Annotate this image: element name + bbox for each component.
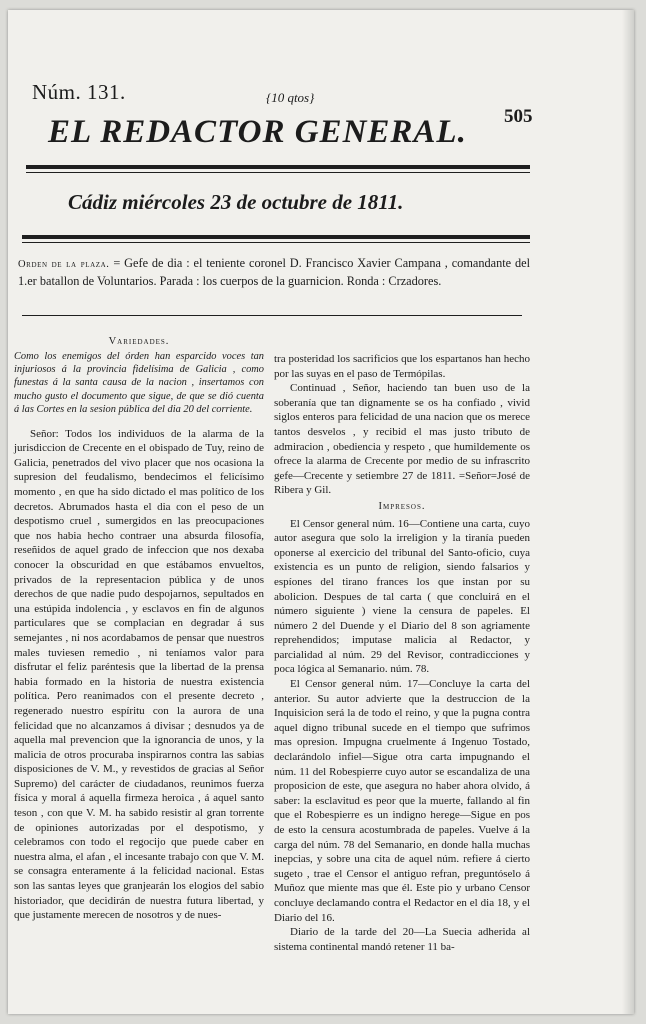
orden-label: Orden de la plaza.: [18, 259, 110, 270]
issue-price: {10 qtos}: [266, 90, 315, 105]
impresos-censor-16: El Censor general núm. 16—Contiene una carta, cuyo autor asegura que solo la irreligion y la tiranía pueden oponerse al exercicio del tribunal del Santo-oficio, cuya existencia es un punto de religion, siendo falsarios y espíones del tirano frances los que instan por su abolicion. Despues de tal carta ( que concluirá en el número siguiente ) viene la censura de papeles. El número 2 del Duende y el Diario del 8 son agriamente reprehendidos; imputase malicia al Redactor, y parcialidad al núm. 29 del Revisor, contradicciones y poca lógica al Semanario. núm. 78.: [274, 517, 530, 676]
masthead-rule-thick: [26, 165, 530, 169]
variedades-heading: Variedades.: [108, 336, 170, 347]
impresos-heading: Impresos.: [378, 500, 426, 512]
dateline-rule-thin: [22, 242, 530, 243]
issue-number: Núm. 131.: [32, 80, 126, 104]
right-column: [274, 352, 530, 954]
masthead-title: EL REDACTOR GENERAL.: [48, 114, 467, 150]
dateline-rule-thick: [22, 235, 530, 239]
variedades-body: Señor: Todos los individuos de la alarma de la jurisdiccion de Crecente en el obispado de Tuy, reino de Galicia, penetrados del vivo placer que nos ocasiona la supresion del feudalismo, bendecimos el felicísimo momento , en que ha sido dictado el mas político de los decretos. Abrumados hasta el dia con el peso de un despotismo cruel , sumergidos en las preocupaciones que nos habia hecho contraer una absurda filosofía, reseñidos de aquel grado de infeccion que nos dexaba conocer la obscuridad en que estábamos envueltos, privados de la representacion pública y de unos derechos de que nadie pudo despojarnos, sepultados en una estúpida indolencia , y esclavos en fin de algunos particulares que se complacian en degradar á sus semejantes , ni nos acordabamos de pensar que nuestros males tuviesen remedio , ni teníamos valor para disfrutar el feliz paréntesis que la libertad de la prensa habia formado en la historia de nuestra existencia política. Pero reanimados con el presente decreto , regenerado nuestro espíritu con la aurora de una felicidad que no alcanzamos á divisar ; desnudos ya de aquella mal prevencion que la ignorancia de unos, y la malicia de otros procuraba inspirarnos contra las sabias disposiciones de V. M., y revestidos de gracias al Señor Supremo) del carácter de ciudadanos, reunimos fuerza física y moral á aquella firmeza heroica , á aquel santo teson , con que V. M. ha sabido resistir al gran torrente de opiniones autorizadas por el despotismo, y celebramos con todo el regocijo que puede caber en nuestra alma, el afan , el incesante trabajo con que V. M. se consagra enteramente á la felicidad nacional. Estas son las santas leyes que granjearán los elogios del sabio historiador, que decidirán de nuestra futura libertad, y que justamente merecen de nosotros y de nues-: [14, 427, 264, 922]
impresos-diario: Diario de la tarde del 20—La Suecia adherida al sistema continental mandó retener 11 ba-: [274, 926, 530, 953]
variedades-closing: Continuad , Señor, haciendo tan buen uso de la soberanía que tan dignamente se os ha confiado , vivid siglos enteros para felicidad de una nacion que os merece tantos desvelos , y recibid el mas justo tributo de admiracion , obediencia y respeto , que humildemente os ofrece la alarma de Crecente por medio de su infrascrito gefe—Crecente y setiembre 27 de 1811. =Señor=José de Ribera y Gil.: [274, 382, 530, 497]
masthead-rule-thin: [26, 172, 530, 173]
page-edge: [622, 10, 634, 1014]
dateline: Cádiz miércoles 23 de octubre de 1811.: [68, 190, 404, 214]
variedades-continuation: tra posteridad los sacrificios que los espartanos han hecho por las suyas en el paso de Termópilas.: [274, 353, 530, 380]
orden-text: = Gefe de dia : el teniente coronel D. Francisco Xavier Campana , comandante del 1.er batallon de Voluntarios. Parada : los cuerpos de la guarnicion. Ronda : Crzadores.: [18, 256, 531, 288]
newspaper-page: [8, 10, 634, 1014]
section-divider: [22, 315, 522, 316]
left-column: [14, 335, 264, 923]
variedades-intro: Como los enemigos del órden han esparcido voces tan injuriosos á la provincia fidelísima de Galicia , como funestas á la santa causa de la nacion , insertamos con mucho gusto el documento que sigue, de que se dió cuenta á las Cortes en la sesion pública del dia 20 del corriente.: [14, 350, 264, 416]
orden-de-la-plaza: [18, 255, 530, 289]
page-number: 505: [504, 106, 533, 127]
impresos-censor-17: El Censor general núm. 17—Concluye la carta del anterior. Su autor advierte que la destruccion de la Inquisicion será la de todo el reino, y que la pugna contra aquel digno tribunal sucede en el tiempo que sufrimos mas opresion. Impugna cruelmente á Ingenuo Tostado, declarándolo infiel—Sigue otra carta impugnando el núm. 11 del Robespierre cuyo autor se escandaliza de una proposicion de este, que asegura no haber ahora olvido, á saber: la esclavitud es peor que la muerte, fallando al fin que el Robespierre es un indigno herege—Sigue en pos de esto la censura acostumbrada de papeles. Vuelve á la carga del núm. 78 del Semanario, en donde halla muchas inepcias, y sobre una cita de aquel núm. refiere á cierto sugeto , trae el Censor el antiguo refran, preguntóselo á Muñoz que miente mas que él. Este pio y urbano Censor concluye declamando contra el Redactor en el dia 18, y el Diario del 16.: [274, 678, 530, 924]
